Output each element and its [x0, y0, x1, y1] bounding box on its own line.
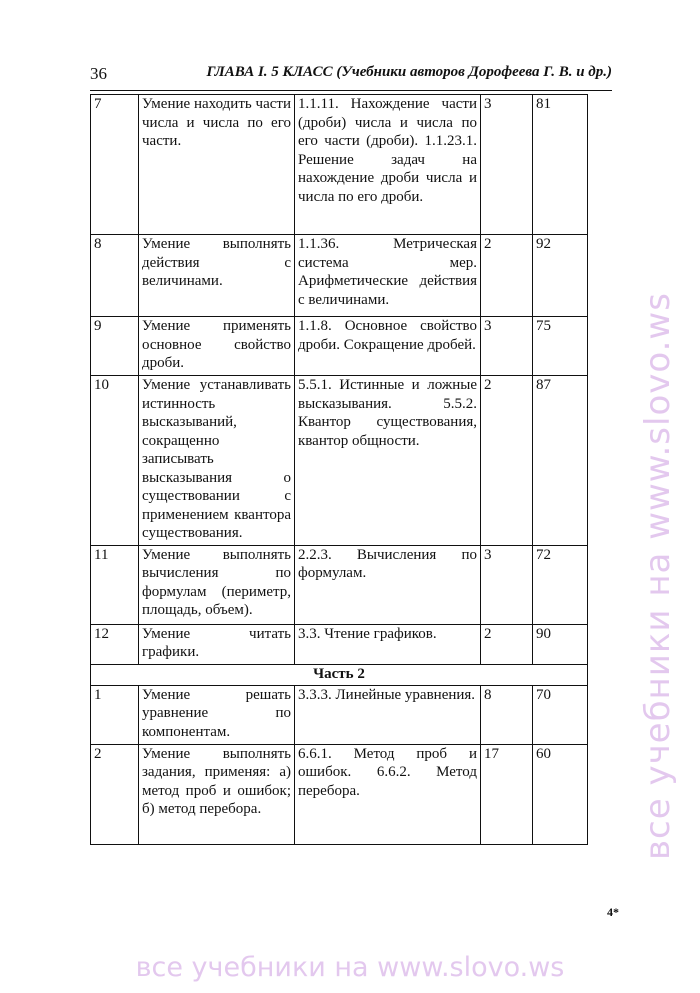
row-number: 9	[91, 317, 139, 376]
topic-cell: 3.3. Чтение графиков.	[295, 624, 481, 664]
topic-cell: 1.1.11. Нахождение части (дроби) числа и числа по его части (дроби). 1.1.23.1. Решение задач на нахождение дроби числа и числа по его дроби.	[295, 95, 481, 235]
row-number: 8	[91, 235, 139, 317]
table-row	[91, 235, 588, 317]
tasks-count-cell: 3	[481, 95, 533, 235]
skill-cell: Умение устанавливать истинность высказываний, сокращенно записывать высказывания о существовании с применением квантора существования.	[139, 376, 295, 546]
topic-cell: 2.2.3. Вычисления по формулам.	[295, 545, 481, 624]
footnote-mark: 4*	[607, 905, 619, 919]
row-number: 11	[91, 545, 139, 624]
topic-cell: 6.6.1. Метод проб и ошибок. 6.6.2. Метод перебора.	[295, 744, 481, 844]
tasks-count-cell: 3	[481, 545, 533, 624]
percent-cell: 87	[533, 376, 588, 546]
table-row	[91, 317, 588, 376]
topic-cell: 1.1.36. Метрическая система мер. Арифметические действия с величинами.	[295, 235, 481, 317]
topic-cell: 1.1.8. Основное свойство дроби. Сокращение дробей.	[295, 317, 481, 376]
row-number: 10	[91, 376, 139, 546]
skill-cell: Умение выполнять задания, применяя: а) метод проб и ошибок; б) метод перебора.	[139, 744, 295, 844]
table-row	[91, 685, 588, 744]
skill-cell: Умение читать графики.	[139, 624, 295, 664]
tasks-count-cell: 8	[481, 685, 533, 744]
header-rule	[90, 90, 612, 91]
percent-cell: 75	[533, 317, 588, 376]
topic-cell: 3.3.3. Линейные уравнения.	[295, 685, 481, 744]
percent-cell: 70	[533, 685, 588, 744]
percent-cell: 90	[533, 624, 588, 664]
table-row	[91, 744, 588, 844]
skills-table	[90, 94, 588, 845]
table-row	[91, 376, 588, 546]
tasks-count-cell: 2	[481, 376, 533, 546]
vertical-watermark: все учебники на www.slovo.ws	[638, 292, 678, 860]
skill-cell: Умение решать уравнение по компонентам.	[139, 685, 295, 744]
skill-cell: Умение применять основное свойство дроби.	[139, 317, 295, 376]
table-row	[91, 545, 588, 624]
percent-cell: 92	[533, 235, 588, 317]
row-number: 1	[91, 685, 139, 744]
percent-cell: 81	[533, 95, 588, 235]
table-row	[91, 624, 588, 664]
row-number: 12	[91, 624, 139, 664]
page-header	[90, 64, 612, 90]
percent-cell: 60	[533, 744, 588, 844]
table-row	[91, 95, 588, 235]
row-number: 7	[91, 95, 139, 235]
topic-cell: 5.5.1. Истинные и ложные высказывания. 5.5.2. Квантор существования, квантор общности.	[295, 376, 481, 546]
bottom-watermark: все учебники на www.slovo.ws	[135, 952, 565, 983]
tasks-count-cell: 2	[481, 624, 533, 664]
part-heading-row	[91, 664, 588, 685]
tasks-count-cell: 3	[481, 317, 533, 376]
page-number: 36	[90, 64, 107, 83]
tasks-count-cell: 2	[481, 235, 533, 317]
tasks-count-cell: 17	[481, 744, 533, 844]
running-title: ГЛАВА I. 5 КЛАСС (Учебники авторов Дорофеева Г. В. и др.)	[206, 64, 612, 80]
skill-cell: Умение выполнять вычисления по формулам (периметр, площадь, объем).	[139, 545, 295, 624]
row-number: 2	[91, 744, 139, 844]
percent-cell: 72	[533, 545, 588, 624]
part-heading: Часть 2	[91, 664, 588, 685]
skill-cell: Умение выполнять действия с величинами.	[139, 235, 295, 317]
skill-cell: Умение находить части числа и числа по его части.	[139, 95, 295, 235]
